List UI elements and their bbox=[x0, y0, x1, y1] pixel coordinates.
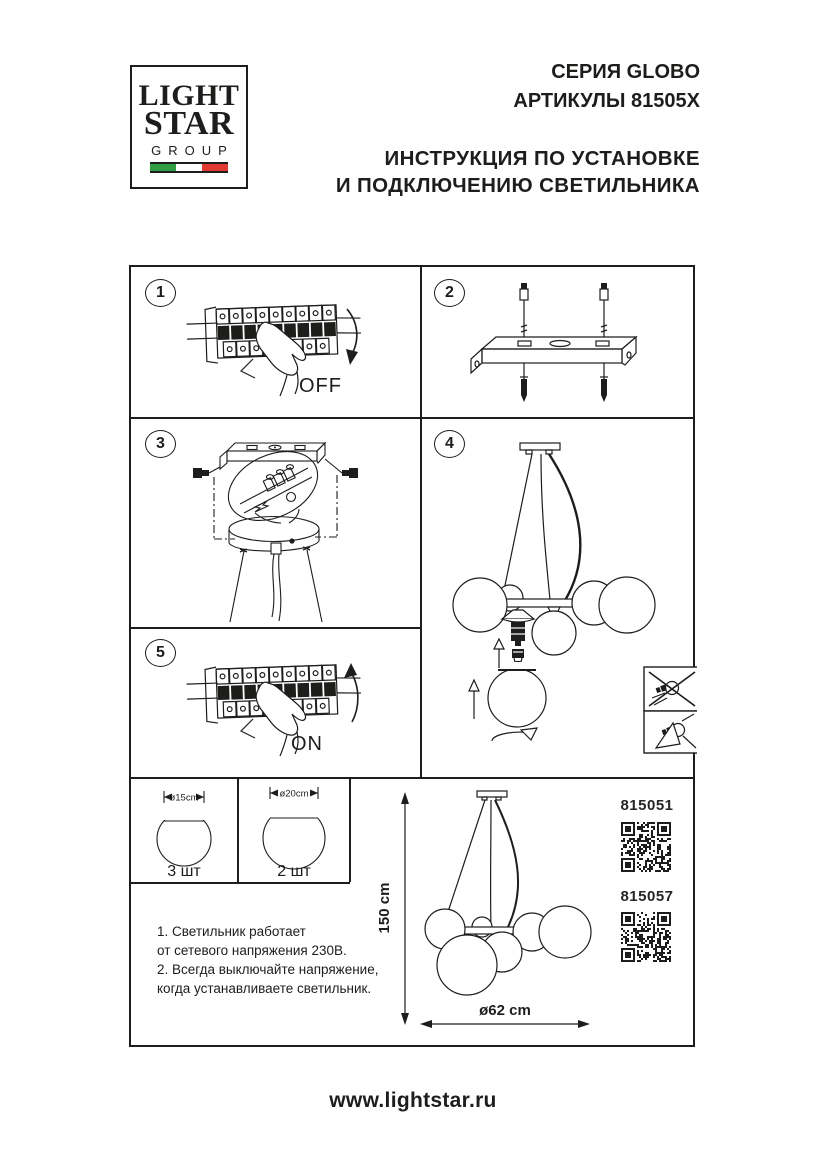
step-5-breaker-on-illustration bbox=[131, 627, 420, 777]
diameter-dimension-label: ø62 cm bbox=[479, 1002, 531, 1019]
note-line: 2. Всегда выключайте напряжение, bbox=[157, 962, 379, 977]
lightstar-logo bbox=[130, 65, 248, 189]
qr-code-815057 bbox=[621, 912, 671, 962]
italian-flag-stripe bbox=[150, 162, 228, 173]
note-line: 1. Светильник работает bbox=[157, 924, 306, 939]
step-4-number: 4 bbox=[445, 435, 454, 452]
height-dimension-label: 150 cm bbox=[376, 882, 393, 934]
step-5-number: 5 bbox=[156, 644, 165, 661]
instruction-grid bbox=[129, 265, 695, 1047]
website-link: www.lightstar.ru bbox=[329, 1089, 497, 1112]
step-2-number: 2 bbox=[445, 284, 454, 301]
notes-text bbox=[157, 922, 378, 998]
on-label: ON bbox=[291, 733, 323, 755]
logo-light: LIGHT bbox=[138, 78, 240, 112]
step-1-number: 1 bbox=[156, 284, 165, 301]
instruction-title-line2: И ПОДКЛЮЧЕНИЮ СВЕТИЛЬНИКА bbox=[335, 174, 700, 197]
dimension-drawing bbox=[131, 777, 697, 1049]
series-title: СЕРИЯ GLOBO bbox=[551, 61, 700, 83]
qr-code-815051 bbox=[621, 822, 671, 872]
arrow-up-icon bbox=[344, 663, 357, 678]
note-line: когда устанавливаете светильник. bbox=[157, 981, 372, 996]
diameter-15cm-label: ø15cm bbox=[169, 792, 199, 804]
off-label: OFF bbox=[299, 375, 342, 397]
step-3-number: 3 bbox=[156, 435, 165, 452]
arrow-down-icon bbox=[346, 349, 358, 365]
step-3-canopy-illustration bbox=[131, 417, 420, 627]
instruction-title-line1: ИНСТРУКЦИЯ ПО УСТАНОВКЕ bbox=[384, 147, 700, 170]
logo-group: GROUP bbox=[151, 143, 234, 159]
article-815051-label: 815051 bbox=[620, 797, 674, 814]
note-line: от сетевого напряжения 230В. bbox=[157, 943, 347, 958]
step-1-breaker-off-illustration bbox=[131, 267, 420, 417]
articles-title: АРТИКУЛЫ 81505X bbox=[513, 90, 700, 112]
article-815057-label: 815057 bbox=[620, 888, 674, 905]
logo-star: STAR bbox=[143, 104, 235, 142]
quantity-3-label: 3 шт bbox=[167, 863, 201, 880]
diameter-20cm-label: ø20cm bbox=[279, 788, 309, 800]
step-4-chandelier-illustration bbox=[420, 417, 697, 777]
quantity-2-label: 2 шт bbox=[277, 863, 311, 880]
step-2-bracket-illustration bbox=[420, 267, 697, 417]
